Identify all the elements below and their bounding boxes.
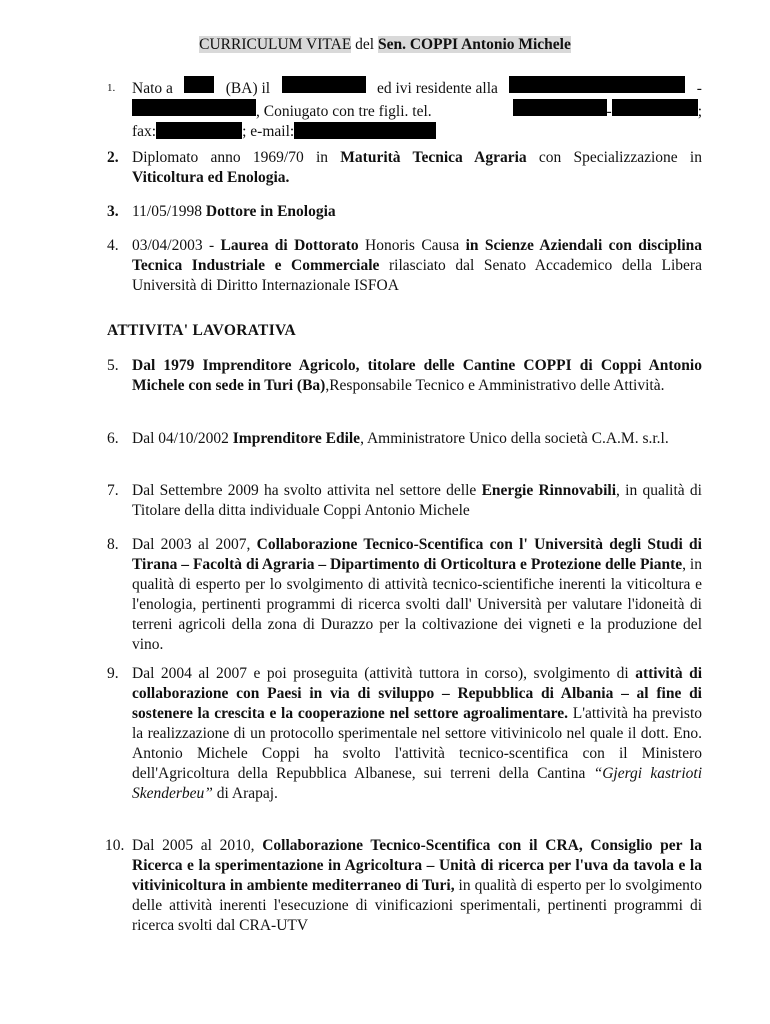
text-segment: Diplomato anno 1969/70 in	[132, 149, 341, 166]
text-segment: -	[606, 103, 612, 120]
text-segment: attività di collaborazione con Paesi in via di sviluppo – Repubblica di Albania – al fine di sostenere la crescita e la cooperazione nel settore agroalimentare.	[132, 665, 703, 722]
text-segment: Laurea di Dottorato	[220, 237, 359, 254]
item-number: 7.	[107, 482, 119, 499]
item-1-line-1	[132, 76, 702, 99]
text-segment: Dal 2005 al 2010,	[132, 837, 263, 854]
text-segment: ;	[697, 103, 702, 120]
text-segment: con Specializzazione in	[526, 149, 702, 166]
text-segment: Honoris Causa	[358, 237, 466, 254]
text-segment: Dal 2003 al 2007,	[132, 536, 257, 553]
redaction-box	[156, 122, 242, 139]
text-segment: ; e-mail:	[242, 123, 295, 140]
item-number: 1.	[107, 82, 116, 94]
text-segment: 03/04/2003 -	[132, 237, 221, 254]
text-segment: , in qualità di Titolare della ditta individuale Coppi Antonio Michele	[132, 482, 702, 519]
item-1-line-2	[132, 99, 702, 122]
item-1	[107, 76, 702, 142]
redaction-box	[612, 99, 698, 116]
redaction-box	[184, 76, 214, 93]
item-6	[107, 429, 702, 449]
text-segment: di Arapaj.	[212, 785, 278, 802]
text-segment: -	[696, 80, 702, 97]
text-segment: L'attività ha previsto la realizzazione di un protocollo sperimentale nel settore vitivinicolo nel quale il dott. Eno. Antonio Michele Coppi ha svolto l'attività tecnico-scentifica con il Ministero dell'Agricoltura della Repubblica Albanese, sui terreni della Cantina	[132, 705, 702, 782]
text-segment: “Gjergi kastrioti Skenderbeu”	[132, 765, 703, 802]
text-segment: Dal 1979 Imprenditore Agricolo, titolare delle Cantine COPPI di Coppi Antonio Michele con sede in Turi (Ba)	[132, 357, 702, 394]
title-mid: del	[351, 36, 378, 53]
text-segment: rilasciato dal Senato Accademico della Libera Università di Diritto Internazionale ISFOA	[132, 257, 702, 294]
text-segment: in Scienze Aziendali con disciplina Tecnica Industriale e Commerciale	[132, 237, 702, 274]
item-2	[107, 148, 702, 188]
item-number: 10.	[105, 837, 125, 854]
text-segment: , Amministratore Unico della società C.A.M. s.r.l.	[360, 430, 669, 447]
title-name: Sen. COPPI Antonio Michele	[377, 36, 571, 53]
section-heading: ATTIVITA' LAVORATIVA	[107, 322, 297, 339]
item-number: 3.	[107, 203, 119, 220]
title-prefix: CURRICULUM VITAE	[199, 36, 352, 53]
item-number: 9.	[107, 665, 119, 682]
item-8	[107, 535, 702, 655]
item-4	[107, 236, 702, 296]
text-segment: ,Responsabile Tecnico e Amministrativo delle Attività.	[325, 377, 665, 394]
item-1-line-3	[132, 122, 702, 142]
redaction-box	[132, 99, 256, 116]
text-segment: Imprenditore Edile	[232, 430, 361, 447]
text-segment: Maturità Tecnica Agraria	[340, 149, 527, 166]
text-segment: Collaborazione Tecnico-Scentifica con il CRA, Consiglio per la Ricerca e la sperimentazione in Agricoltura – Unità di ricerca per l'uva da tavola e la vitivinicoltura in ambiente mediterraneo di Turi,	[132, 837, 702, 894]
item-number: 8.	[107, 536, 119, 553]
item-9	[107, 664, 702, 804]
redaction-box	[509, 76, 685, 93]
text-segment: , in qualità di esperto per lo svolgimento di attività tecnico-scientifiche inerenti la viticoltura e l'enologia, pertinenti programmi di ricerca svolti dall' Università per valutare l'idoneità di terreni agricoli della zona di Durazzo per la coltivazione dei vigneti e la produzione del vino.	[132, 556, 702, 653]
item-number: 2.	[107, 149, 119, 166]
text-segment: Nato a	[132, 80, 173, 97]
text-segment: , Coniugato con tre figli. tel.	[256, 103, 432, 120]
document-title	[0, 36, 770, 54]
item-number: 5.	[107, 357, 119, 374]
item-number: 4.	[107, 237, 119, 254]
text-segment: (BA) il	[225, 80, 271, 97]
text-segment: Collaborazione Tecnico-Scentifica con l' Università degli Studi di Tirana – Facoltà di Agraria – Dipartimento di Orticoltura e Protezione delle Piante	[132, 536, 702, 573]
text-segment: Energie Rinnovabili	[481, 482, 617, 499]
text-segment: Dottore in Enologia	[205, 203, 336, 220]
item-7	[107, 481, 702, 521]
text-segment: in qualità di esperto per lo svolgimento delle attività inerenti l'esecuzione di vinificazioni sperimentali, pertinenti programmi di ricerca svolti dal CRA-UTV	[132, 877, 702, 934]
text-segment: Dal 2004 al 2007 e poi proseguita (attività tuttora in corso), svolgimento di	[132, 665, 636, 682]
text-segment: Viticoltura ed Enologia.	[132, 169, 290, 186]
text-segment: 11/05/1998	[132, 203, 206, 220]
item-10	[107, 836, 702, 936]
redaction-box	[294, 122, 436, 139]
item-5	[107, 356, 702, 396]
item-number: 6.	[107, 430, 119, 447]
text-segment: ed ivi residente alla	[376, 80, 498, 97]
redaction-box	[513, 99, 607, 116]
text-segment: fax:	[132, 123, 157, 140]
text-segment: Dal 04/10/2002	[132, 430, 233, 447]
redaction-box	[282, 76, 366, 93]
item-3	[107, 202, 702, 222]
text-segment: Dal Settembre 2009 ha svolto attivita nel settore delle	[132, 482, 482, 499]
